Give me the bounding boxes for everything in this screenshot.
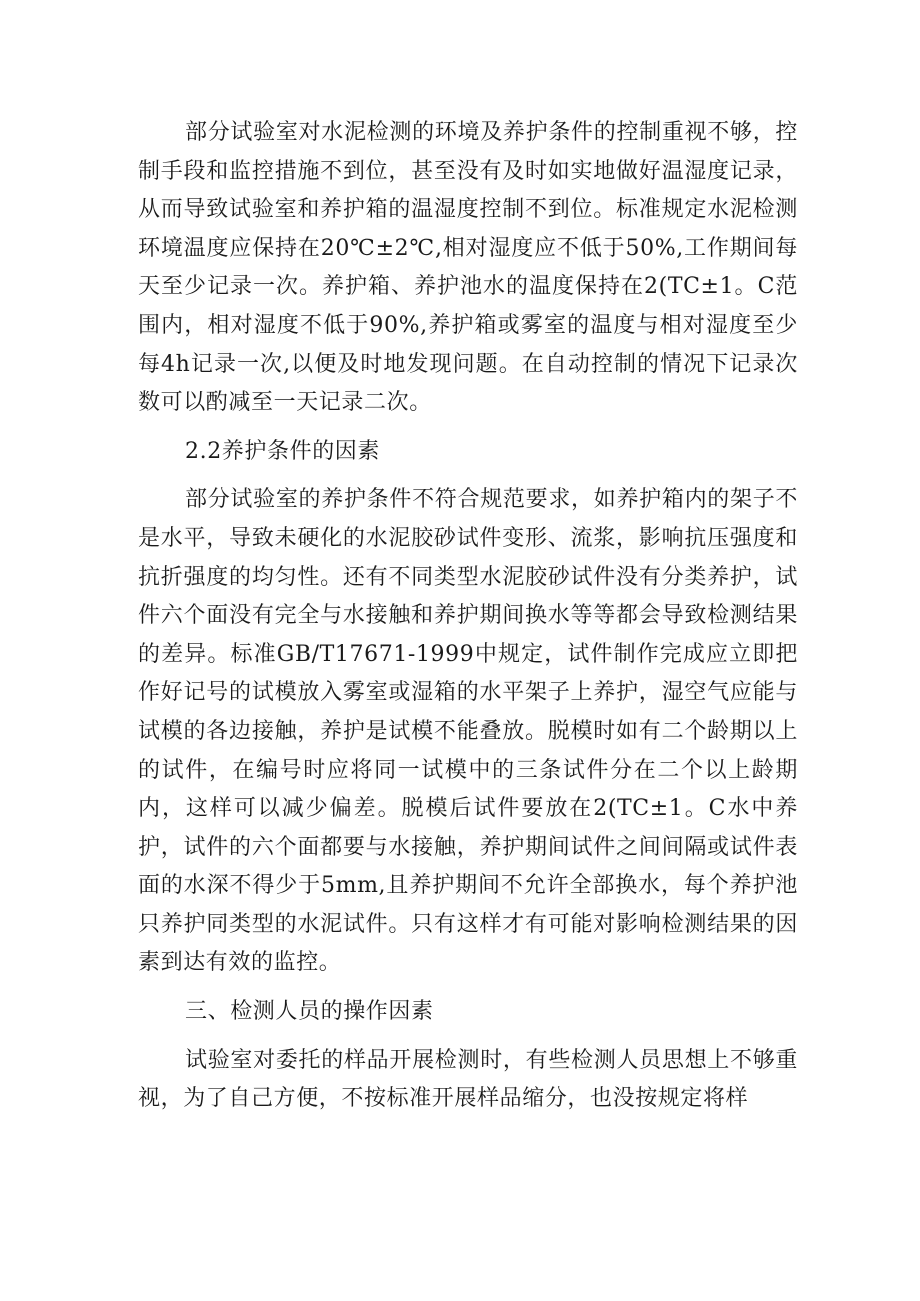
document-body — [138, 114, 798, 1119]
paragraph-environment-control: 部分试验室对水泥检测的环境及养护条件的控制重视不够，控制手段和监控措施不到位，甚至没有及时如实地做好温湿度记录，从而导致试验室和养护箱的温湿度控制不到位。标准规定水泥检测环境温度应保持在20℃±2℃,相对湿度应不低于50%,工作期间每天至少记录一次。养护箱、养护池水的温度保持在2(TC±1。C范围内，相对湿度不低于90%,养护箱或雾室的温度与相对湿度至少每4h记录一次,以便及时地发现问题。在自动控制的情况下记录次数可以酌减至一天记录二次。 — [138, 120, 798, 416]
section-heading-3: 三、检测人员的操作因素 — [185, 999, 434, 1025]
paragraph-operator-factors: 试验室对委托的样品开展检测时，有些检测人员思想上不够重视，为了自己方便，不按标准开展样品缩分，也没按规定将样 — [138, 1047, 798, 1112]
section-heading-2-2: 2.2养护条件的因素 — [185, 438, 380, 464]
paragraph-curing-conditions: 部分试验室的养护条件不符合规范要求，如养护箱内的架子不是水平，导致未硬化的水泥胶砂试件变形、流浆，影响抗压强度和抗折强度的均匀性。还有不同类型水泥胶砂试件没有分类养护，试件六个面没有完全与水接触和养护期间换水等等都会导致检测结果的差异。标准GB/T17671-1999中规定，试件制作完成应立即把作好记号的试模放入雾室或湿箱的水平架子上养护，湿空气应能与试模的各边接触，养护是试模不能叠放。脱模时如有二个龄期以上的试件，在编号时应将同一试模中的三条试件分在二个以上龄期内，这样可以减少偏差。脱模后试件要放在2(TC±1。C水中养护，试件的六个面都要与水接触，养护期间试件之间间隔或试件表面的水深不得少于5mm,且养护期间不允许全部换水，每个养护池只养护同类型的水泥试件。只有这样才有可能对影响检测结果的因素到达有效的监控。 — [138, 487, 798, 976]
